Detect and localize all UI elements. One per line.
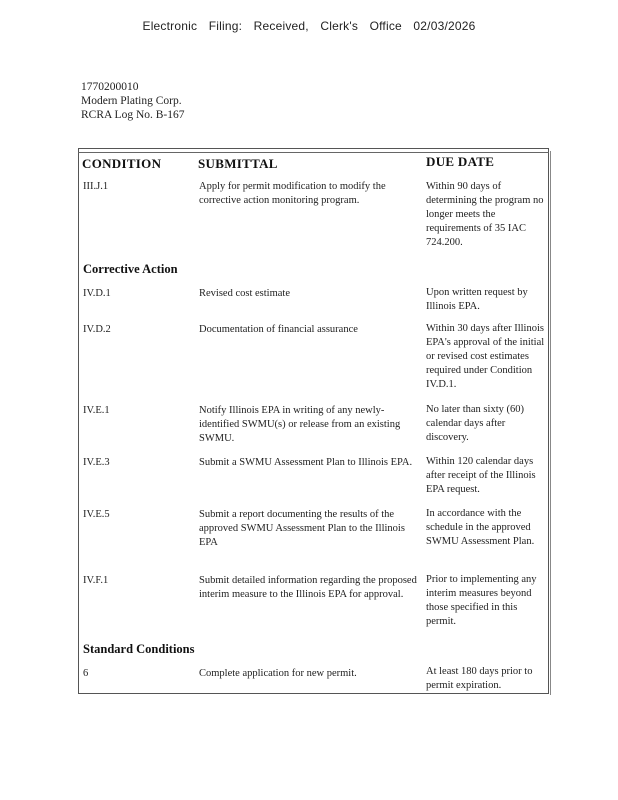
row-submittal: Submit a SWMU Assessment Plan to Illinois EPA. — [199, 457, 413, 468]
document-meta — [81, 80, 185, 122]
row-due-date: At least 180 days prior to permit expiration. — [426, 666, 533, 691]
section-title-corrective-action: Corrective Action — [83, 262, 178, 276]
row-due-date: Within 120 calendar days after receipt of the Illinois EPA request. — [426, 456, 536, 495]
row-submittal: Complete application for new permit. — [199, 668, 357, 679]
header-condition: CONDITION — [82, 156, 162, 171]
row-submittal: Revised cost estimate — [199, 288, 290, 299]
row-due-date: Within 90 days of determining the program no longer meets the requirements of 35 IAC 724.200. — [426, 181, 544, 248]
row-submittal: Apply for permit modification to modify the corrective action monitoring program. — [199, 181, 386, 206]
section-title-standard-conditions: Standard Conditions — [83, 642, 195, 656]
row-condition: III.J.1 — [83, 181, 109, 192]
filing-header: Electronic Filing: Received, Clerk's Office 02/03/2026 — [142, 19, 476, 33]
row-submittal: Submit a report documenting the results of the approved SWMU Assessment Plan to the Illinois EPA — [199, 509, 405, 548]
row-condition: 6 — [83, 668, 89, 679]
header-due-date: DUE DATE — [426, 154, 495, 169]
row-condition: IV.F.1 — [83, 575, 109, 586]
row-due-date: Within 30 days after Illinois EPA's approval of the initial or revised cost estimates required under Condition IV.D.1. — [426, 323, 545, 390]
header-submittal: SUBMITTAL — [198, 156, 278, 171]
row-condition: IV.E.1 — [83, 405, 110, 416]
company-name: Modern Plating Corp. — [81, 95, 182, 107]
id-number: 1770200010 — [81, 81, 139, 93]
row-condition: IV.D.2 — [83, 324, 111, 335]
row-condition: IV.E.5 — [83, 509, 110, 520]
row-due-date: No later than sixty (60) calendar days after discovery. — [426, 404, 524, 443]
log-number: RCRA Log No. B-167 — [81, 109, 185, 121]
row-submittal: Submit detailed information regarding the proposed interim measure to the Illinois EPA for approval. — [199, 575, 417, 600]
table-top-rule — [78, 152, 549, 153]
row-condition: IV.D.1 — [83, 288, 111, 299]
row-due-date: In accordance with the schedule in the approved SWMU Assessment Plan. — [426, 508, 535, 547]
row-submittal: Documentation of financial assurance — [199, 324, 358, 335]
row-condition: IV.E.3 — [83, 457, 110, 468]
row-due-date: Upon written request by Illinois EPA. — [426, 287, 528, 312]
row-due-date: Prior to implementing any interim measures beyond those specified in this permit. — [426, 574, 537, 627]
row-submittal: Notify Illinois EPA in writing of any newly-identified SWMU(s) or release from an existing SWMU. — [199, 405, 401, 444]
